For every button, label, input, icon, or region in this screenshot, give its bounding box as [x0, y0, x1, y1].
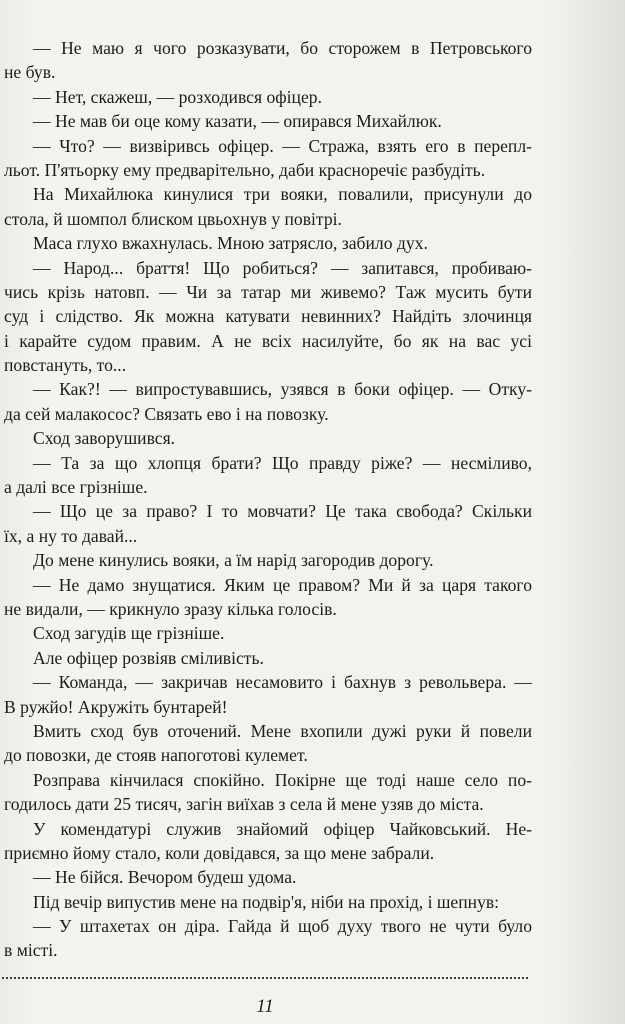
text-line: У комендатурі служив знайомий офіцер Чайковський. Не- [33, 818, 532, 839]
text-line: Але офіцер розвіяв сміливість. [33, 647, 264, 668]
text-line: а далі все грізніше. [4, 477, 148, 498]
text-line: — Не маю я чого розказувати, бо сторожем в Петровського [33, 38, 532, 58]
text-line: — Що це за право? І то мовчати? Це така свобода? Скільки [33, 501, 532, 522]
text-line: — Народ... браття! Що робиться? — запитався, пробиваю- [33, 257, 532, 278]
text-line: приємно йому стало, коли довідався, за що мене забрали. [4, 842, 435, 863]
text-line: Розправа кінчилася спокійно. Покірне ще тоді наше село по- [33, 769, 532, 790]
page-number: 11 [256, 996, 274, 1017]
text-line: — Не мав би оце кому казати, — опирався Михайлюк. [33, 111, 442, 132]
text-line: чись крізь натовп. — Чи за татар ми живемо? Таж мусить бути [4, 281, 532, 302]
text-line: повстануть, то... [4, 355, 127, 376]
text-line: і карайте судом правим. А не всіх насилуйте, бо як на вас усі [4, 330, 532, 351]
text-line: льот. П'ятьорку ему предварітельно, даби красноречіє разбудіть. [4, 159, 486, 180]
text-line: Маса глухо вжахнулась. Мною затрясло, забило дух. [33, 233, 428, 254]
dotted-separator [2, 963, 528, 979]
text-line: Сход заворушився. [33, 428, 176, 449]
text-line: годилось дати 25 тисяч, загін виїхав з села й мене узяв до міста. [4, 794, 484, 815]
text-line: — Как?! — випростувавшись, узявся в боки офіцер. — Отку- [33, 379, 532, 400]
text-line: в місті. [4, 940, 58, 961]
text-line: да сей малакосос? Связать ево і на повозку. [4, 403, 329, 424]
text-line: — Не бійся. Вечором будеш удома. [33, 867, 297, 888]
bleed-through-shadow [535, 0, 625, 1024]
text-line: — Не дамо знущатися. Яким це правом? Ми й за царя такого [33, 574, 532, 595]
text-line: не видали, — крикнуло зразу кілька голосів. [4, 598, 337, 619]
text-line: В ружйо! Акружіть бунтарей! [4, 696, 228, 717]
text-line: до повозки, де стояв напоготові кулемет. [4, 745, 308, 766]
text-line: стола, й шомпол блиском цвьохнув у повітрі. [4, 208, 342, 229]
text-line: Під вечір випустив мене на подвір'я, ніби на прохід, і шепнув: [33, 891, 500, 912]
body-text [4, 36, 532, 963]
text-line: — У штахетах он діра. Гайда й щоб духу твого не чути було [33, 916, 532, 937]
text-line: не був. [4, 62, 56, 83]
text-line: Вмить сход був оточений. Мене вхопили дужі руки й повели [33, 720, 532, 741]
text-line: — Та за що хлопця брати? Що правду ріже? — несміливо, [33, 452, 532, 473]
text-line: — Нет, скажеш, — розходився офіцер. [33, 86, 322, 107]
text-line: Сход загудів ще грізніше. [33, 623, 225, 644]
text-line: їх, а ну то давай... [4, 525, 138, 546]
text-line: На Михайлюка кинулися три вояки, повалили, присунули до [33, 184, 532, 205]
text-line: — Команда, — закричав несамовито і бахнув з револьвера. — [33, 672, 532, 693]
text-line: До мене кинулись вояки, а їм нарід загородив дорогу. [33, 550, 434, 571]
text-line: — Что? — визвіривсь офіцер. — Стража, взять его в перепл- [33, 135, 532, 156]
text-line: суд і слідство. Як можна катувати невинних? Найдіть злочинця [4, 306, 532, 327]
